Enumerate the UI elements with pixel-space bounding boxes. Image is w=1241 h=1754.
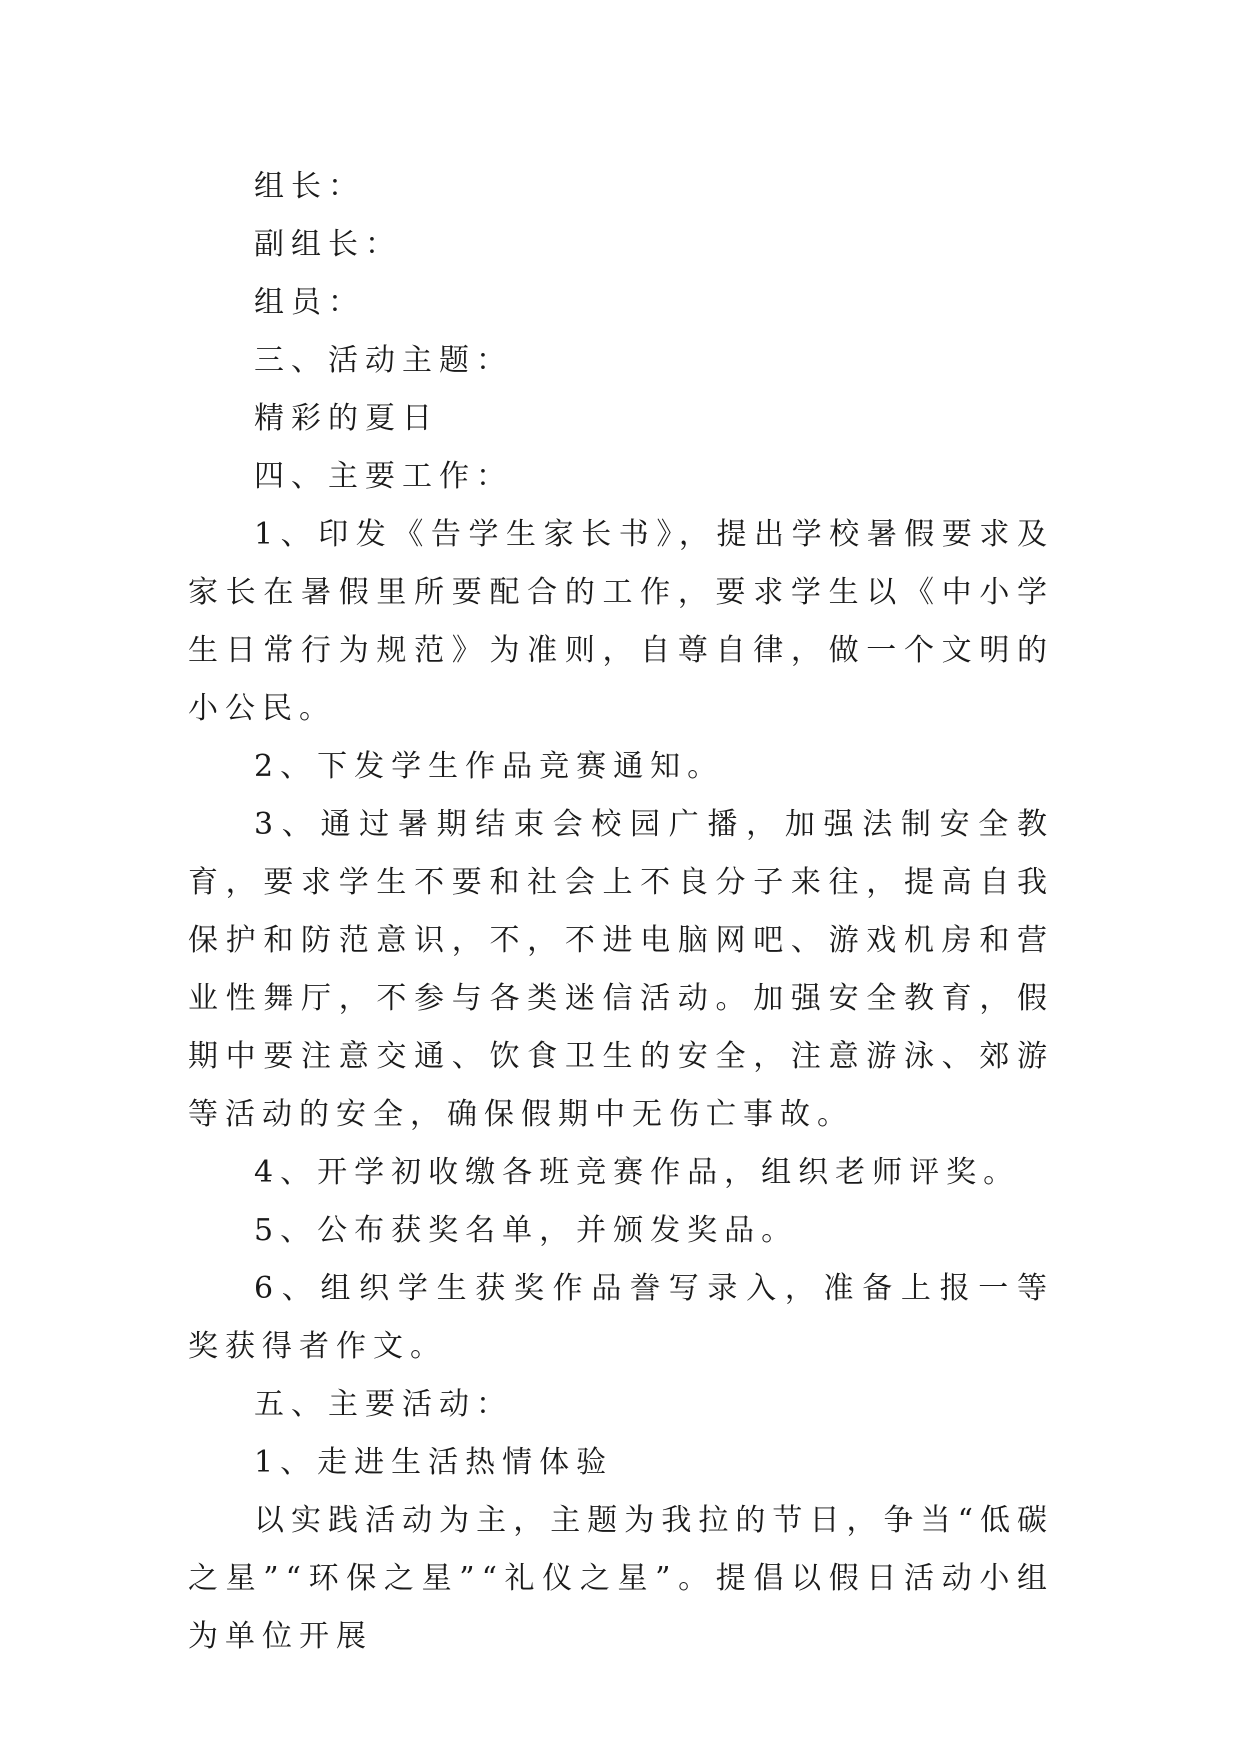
paragraph-work-5: 5、公布获奖名单，并颁发奖品。: [254, 1213, 799, 1248]
paragraph-members: 组员：: [254, 285, 365, 320]
paragraph-work-1: 1、印发《告学生家长书》，提出学校暑假要求及家长在暑假里所要配合的工作，要求学生以《中小学生日常行为规范》为准则，自尊自律，做一个文明的小公民。: [188, 517, 1054, 726]
paragraph-work-2: 2、下发学生作品竞赛通知。: [254, 749, 725, 784]
paragraph-activity-1: 1、走进生活热情体验: [254, 1445, 614, 1480]
paragraph-leader: 组长：: [254, 169, 365, 204]
document-body: [188, 158, 1054, 1666]
paragraph-work-6: 6、组织学生获奖作品誊写录入，准备上报一等奖获得者作文。: [188, 1271, 1054, 1364]
heading-activity-theme: 三、活动主题：: [254, 343, 513, 378]
paragraph-activity-1-detail: 以实践活动为主，主题为我拉的节日，争当“低碳之星”“环保之星”“礼仪之星”。提倡以假日活动小组为单位开展: [188, 1503, 1054, 1654]
heading-main-activities: 五、主要活动：: [254, 1387, 513, 1422]
paragraph-work-4: 4、开学初收缴各班竞赛作品，组织老师评奖。: [254, 1155, 1021, 1190]
paragraph-deputy-leader: 副组长：: [254, 227, 402, 262]
paragraph-work-3: 3、通过暑期结束会校园广播，加强法制安全教育，要求学生不要和社会上不良分子来往，提高自我保护和防范意识，不，不进电脑网吧、游戏机房和营业性舞厅，不参与各类迷信活动。加强安全教育，假期中要注意交通、饮食卫生的安全，注意游泳、郊游等活动的安全，确保假期中无伤亡事故。: [188, 807, 1054, 1132]
paragraph-theme-name: 精彩的夏日: [254, 401, 439, 436]
heading-main-work: 四、主要工作：: [254, 459, 513, 494]
